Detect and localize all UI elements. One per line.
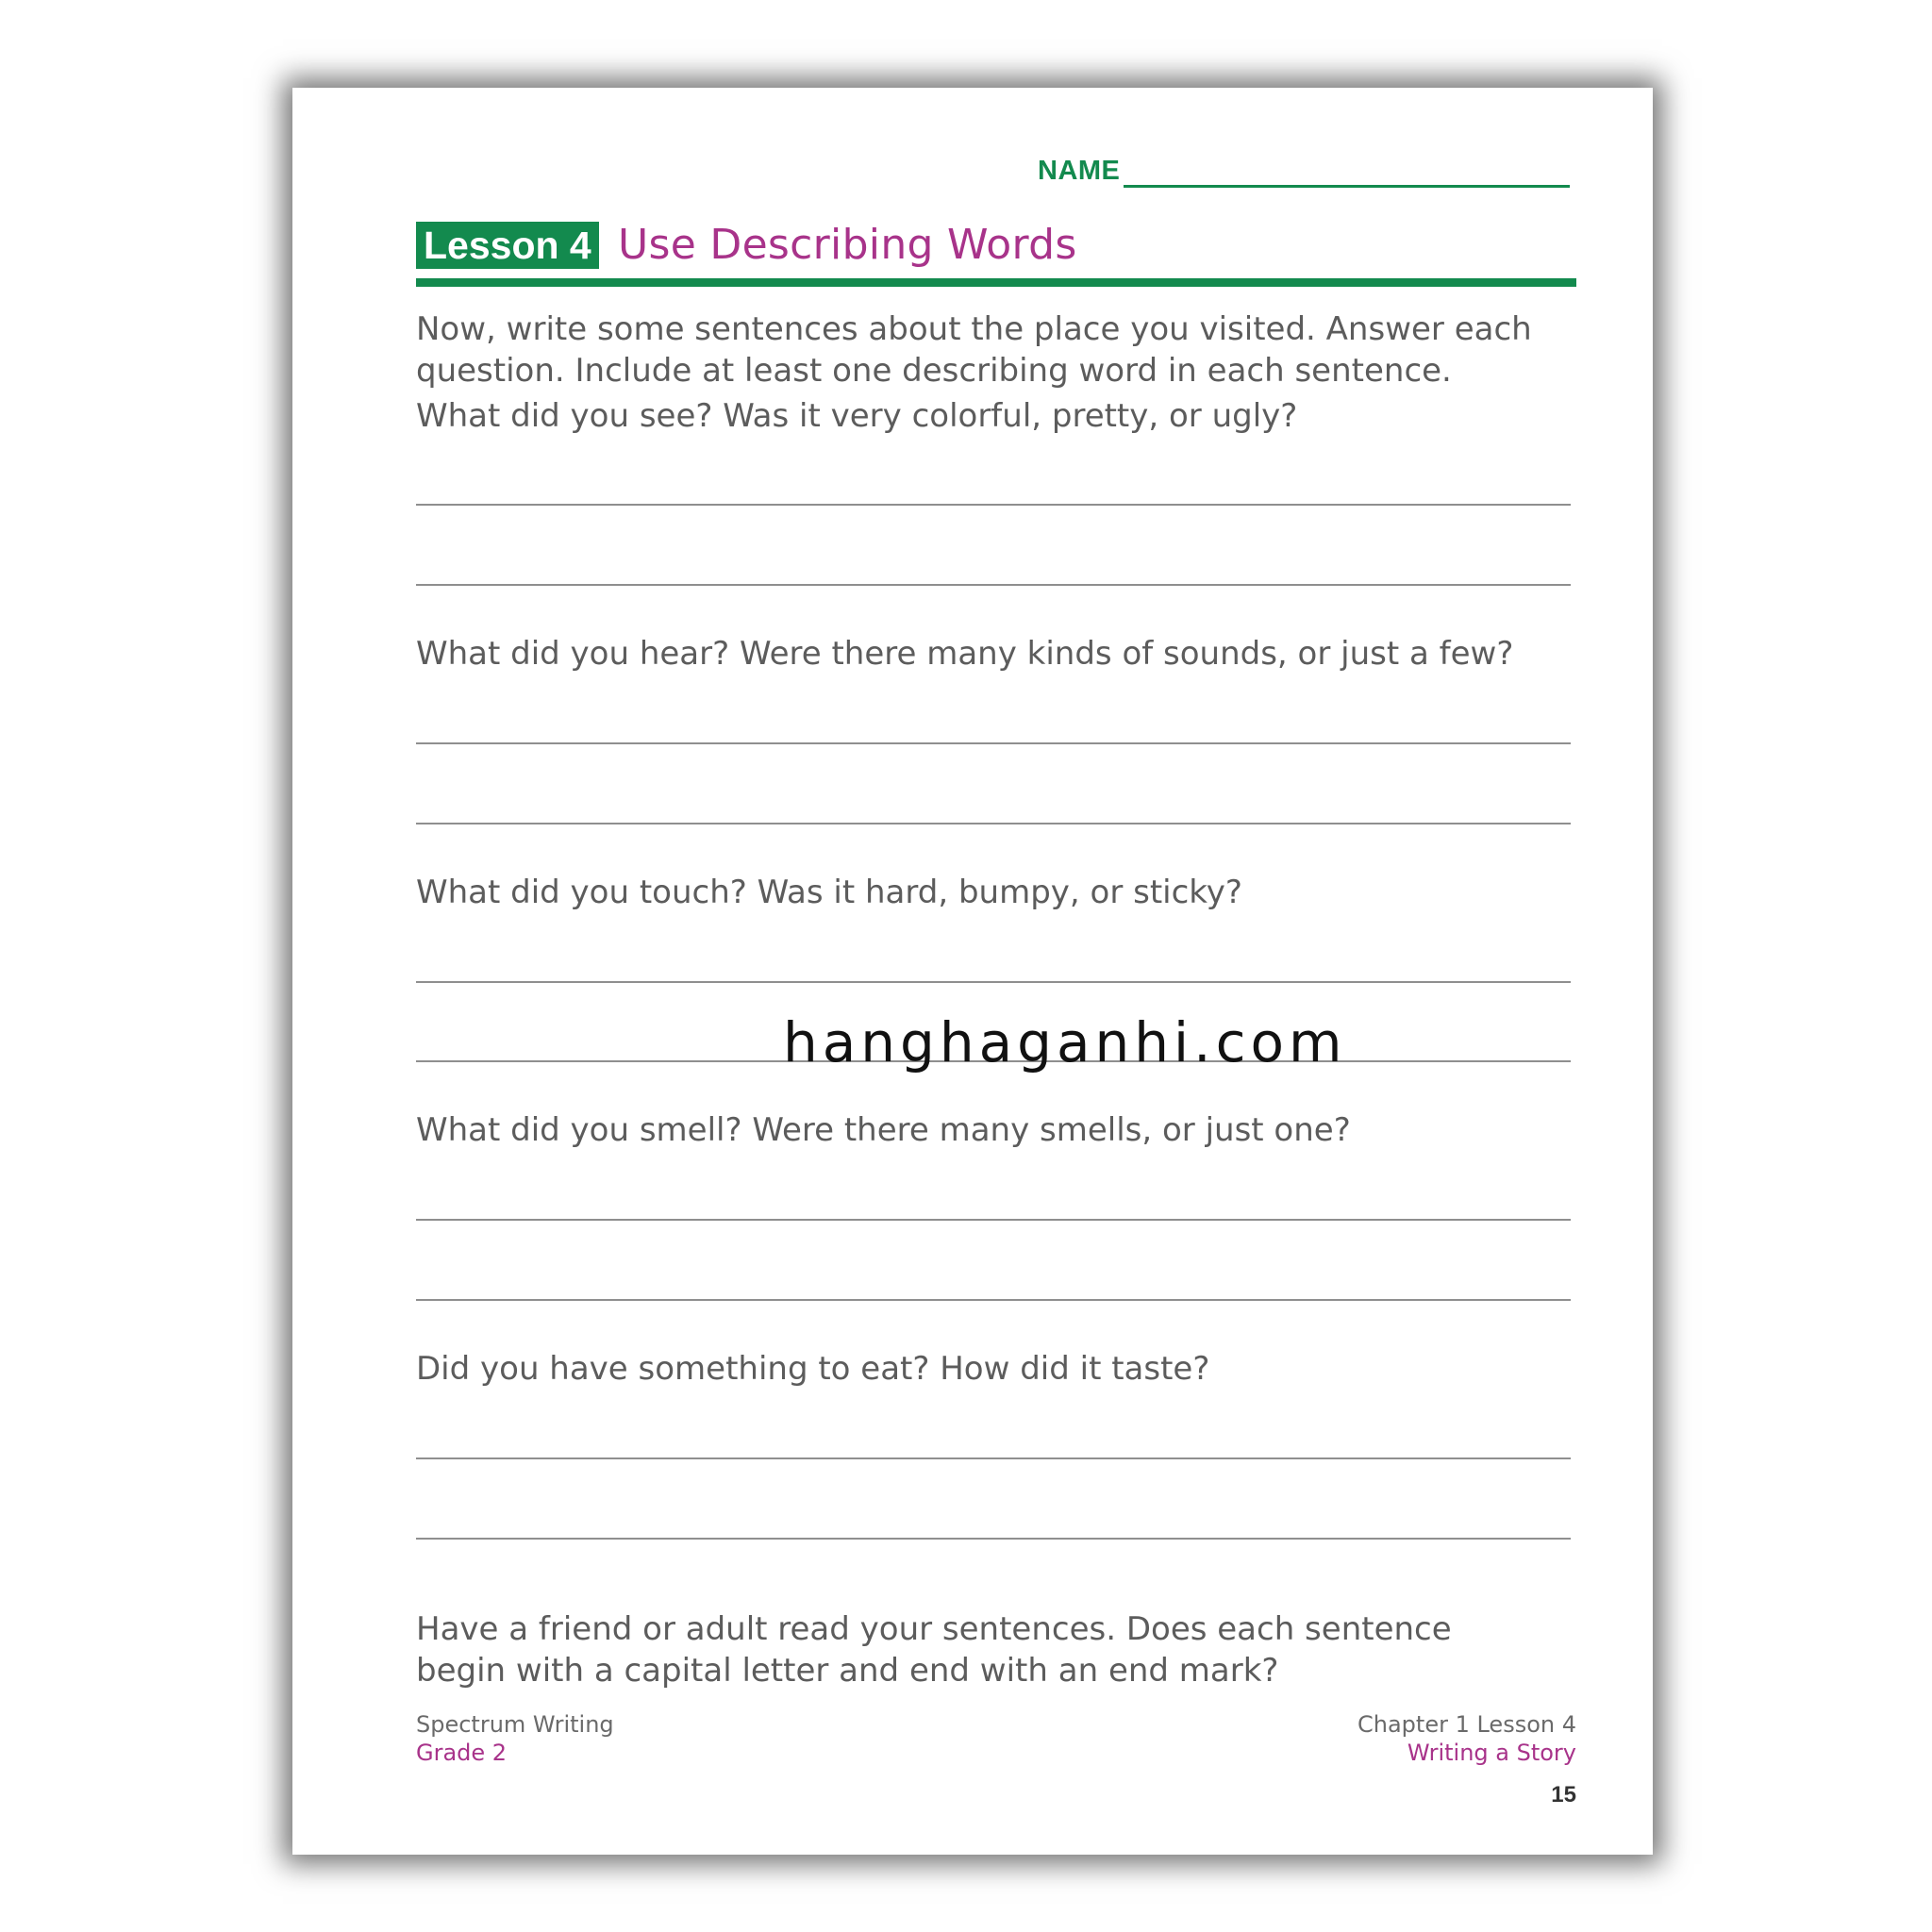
instructions-line: Now, write some sentences about the place you visited. Answer each [416, 310, 1532, 348]
worksheet-page [292, 88, 1653, 1855]
lesson-header [416, 213, 1576, 279]
lesson-title: Use Describing Words [618, 221, 1077, 269]
series-name: Spectrum Writing [416, 1711, 614, 1738]
question-hear: What did you hear? Were there many kinds of sounds, or just a few? [416, 635, 1514, 673]
watermark: hanghaganhi.com [783, 1010, 1347, 1074]
answer-line[interactable] [416, 823, 1571, 824]
topic-label: Writing a Story [1407, 1740, 1576, 1766]
lesson-badge: Lesson 4 [416, 222, 599, 269]
page-number: 15 [1551, 1782, 1576, 1807]
footer-chapter [1357, 1710, 1576, 1767]
header-rule [416, 278, 1576, 287]
name-field-row [1038, 144, 1545, 192]
answer-line[interactable] [416, 1538, 1571, 1540]
closing-line: begin with a capital letter and end with an end mark? [416, 1652, 1279, 1690]
name-label: NAME [1038, 156, 1121, 186]
closing-instructions [416, 1608, 1452, 1691]
answer-line[interactable] [416, 1219, 1571, 1221]
closing-line: Have a friend or adult read your sentences. Does each sentence [416, 1610, 1452, 1648]
answer-line[interactable] [416, 1457, 1571, 1459]
answer-line[interactable] [416, 1299, 1571, 1301]
instructions [416, 308, 1586, 391]
answer-line[interactable] [416, 981, 1571, 983]
question-touch: What did you touch? Was it hard, bumpy, or sticky? [416, 874, 1242, 911]
question-taste: Did you have something to eat? How did it taste? [416, 1350, 1210, 1388]
name-write-line[interactable] [1124, 185, 1570, 188]
question-see: What did you see? Was it very colorful, pretty, or ugly? [416, 397, 1298, 435]
grade-label: Grade 2 [416, 1740, 508, 1766]
answer-line[interactable] [416, 584, 1571, 586]
instructions-line: question. Include at least one describing word in each sentence. [416, 352, 1452, 390]
answer-line[interactable] [416, 504, 1571, 506]
answer-line[interactable] [416, 742, 1571, 744]
chapter-label: Chapter 1 Lesson 4 [1357, 1711, 1576, 1738]
question-smell: What did you smell? Were there many smells, or just one? [416, 1111, 1351, 1149]
footer-series [416, 1710, 614, 1767]
